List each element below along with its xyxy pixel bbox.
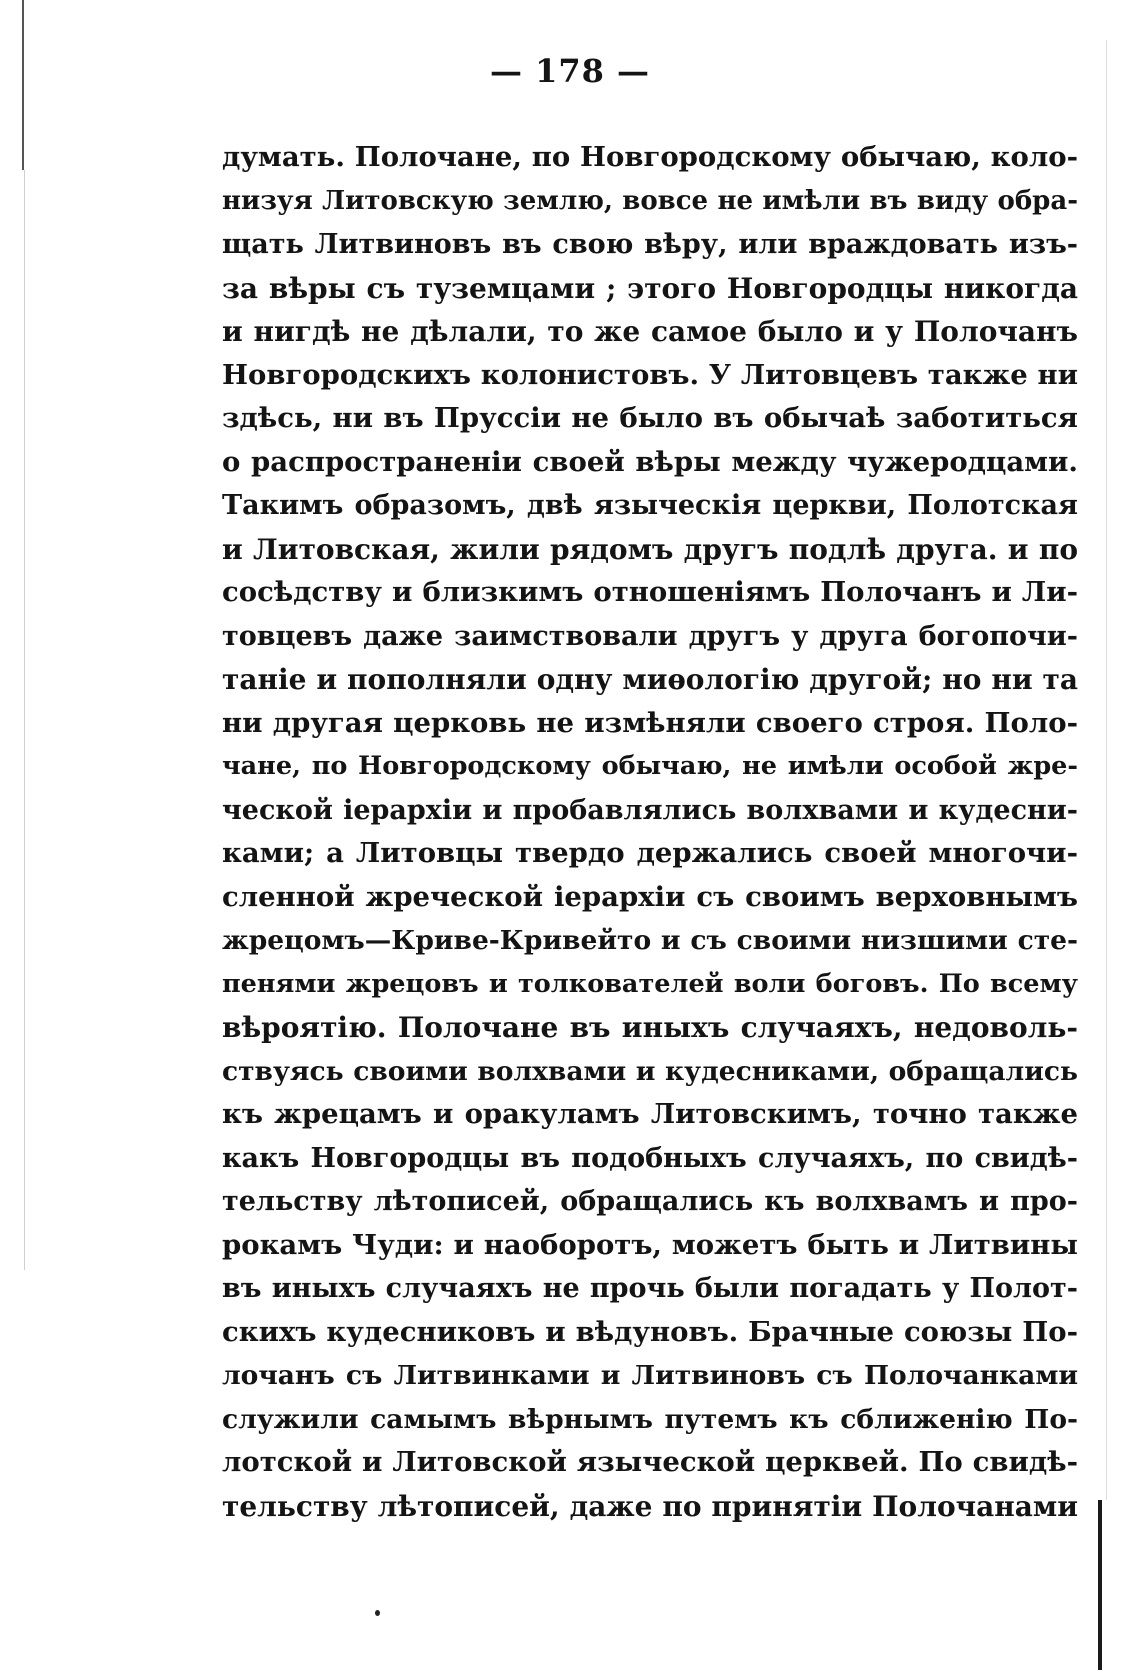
text-line: низуя Литовскую землю, вовсе не имѣли въ виду обра-: [222, 185, 1078, 216]
scan-edge-right: [1098, 1500, 1102, 1670]
text-line: ствуясь своими волхвами и кудесниками, обращались: [222, 1055, 1078, 1087]
text-line: лотской и Литовской языческой церквей. По свидѣ-: [222, 1446, 1078, 1478]
text-line: Новгородскихъ колонистовъ. У Литовцевъ также ни: [222, 358, 1078, 391]
text-line: здѣсь, ни въ Пруссіи не было въ обычаѣ заботиться: [222, 402, 1078, 434]
text-line: о распространеніи своей вѣры между чужеродцами.: [222, 445, 1078, 478]
text-line: чане, по Новгородскому обычаю, не имѣли особой жре-: [222, 751, 1078, 781]
text-line: сленной жреческой іерархіи съ своимъ верховнымъ: [222, 880, 1078, 913]
text-line: сосѣдству и близкимъ отношеніямъ Полочанъ и Ли-: [222, 576, 1078, 608]
text-line: ни другая церковь не измѣняли своего строя. Поло-: [222, 706, 1078, 739]
scan-edge-right-faint: [1106, 40, 1107, 1500]
ink-speck: [375, 1610, 380, 1616]
text-line: ками; а Литовцы твердо держались своей многочи-: [222, 837, 1078, 869]
text-line: какъ Новгородцы въ подобныхъ случаяхъ, по свидѣ-: [222, 1142, 1078, 1174]
text-line: тельству лѣтописей, обращались къ волхвамъ и про-: [222, 1186, 1078, 1217]
text-line: вѣроятію. Полочане въ иныхъ случаяхъ, недоволь-: [222, 1011, 1078, 1044]
text-line: и Литовская, жили рядомъ другъ подлѣ друга. и по: [222, 532, 1078, 566]
body-text: [222, 136, 1078, 1528]
text-line: пенями жрецовъ и толкователей воли боговъ. По всему: [222, 968, 1078, 999]
text-line: щать Литвиновъ въ свою вѣру, или враждовать изъ-: [222, 229, 1078, 260]
text-line: скихъ кудесниковъ и вѣдуновъ. Брачные союзы По-: [222, 1315, 1078, 1348]
text-line: думать. Полочане, по Новгородскому обычаю, коло-: [222, 141, 1078, 173]
text-line: тельству лѣтописей, даже по принятіи Полочанами: [222, 1489, 1078, 1523]
page-number: — 178 —: [489, 52, 651, 90]
text-line: въ иныхъ случаяхъ не прочь были погадать у Полот-: [222, 1273, 1078, 1304]
text-line: Такимъ образомъ, двѣ языческія церкви, Полотская: [222, 490, 1078, 521]
text-line: рокамъ Чуди: и наоборотъ, можетъ быть и Литвины: [222, 1228, 1078, 1261]
text-line: лочанъ съ Литвинками и Литвиновъ съ Полочанками: [222, 1360, 1078, 1391]
text-line: ческой іерархіи и пробавлялись волхвами и кудесни-: [222, 794, 1078, 826]
text-line: къ жрецамъ и оракуламъ Литовскимъ, точно также: [222, 1098, 1078, 1130]
text-line: и нигдѣ не дѣлали, то же самое было и у Полочанъ: [222, 315, 1078, 348]
scan-edge-left-faint: [24, 170, 25, 1270]
text-line: за вѣры съ туземцами ; этого Новгородцы никогда: [222, 271, 1078, 305]
text-line: жрецомъ—Криве-Кривейто и съ своими низшими сте-: [222, 925, 1078, 956]
text-line: товцевъ даже заимствовали другъ у друга богопочи-: [222, 620, 1078, 652]
text-line: служили самымъ вѣрнымъ путемъ къ сближенію По-: [222, 1403, 1078, 1435]
text-line: таніе и пополняли одну миѳологію другой; но ни та: [222, 663, 1078, 696]
